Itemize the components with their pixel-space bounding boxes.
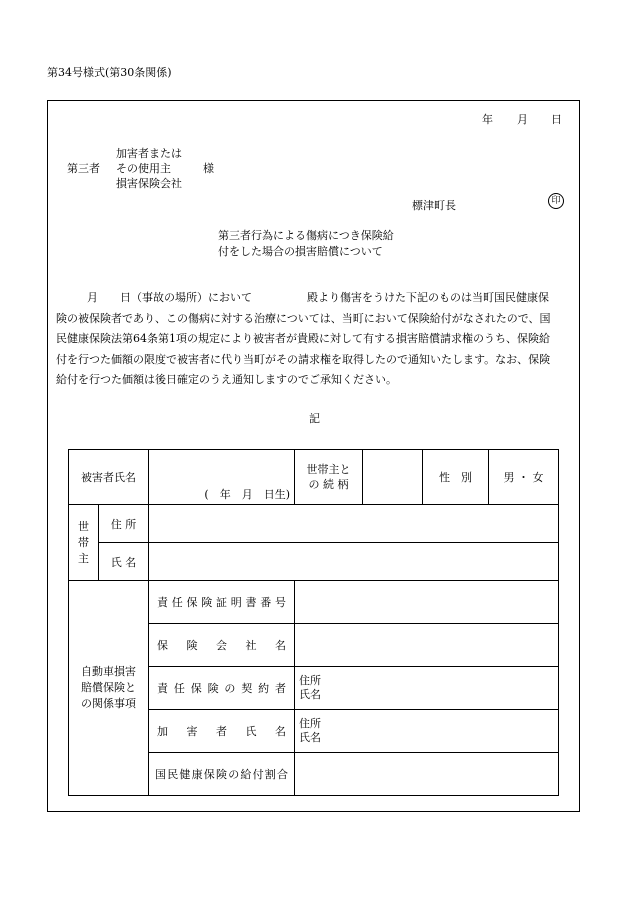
auto-label-line: 自動車損害: [81, 665, 136, 678]
householder-char: 帯: [78, 535, 89, 549]
address-label: 住 所: [99, 505, 149, 543]
form-number: 第34号様式(第30条関係): [47, 66, 172, 79]
sex-value[interactable]: 男 ・ 女: [489, 450, 559, 505]
detail-table: [68, 449, 559, 796]
ki-heading: 記: [309, 412, 320, 425]
sender-name: 標津町長: [412, 199, 456, 212]
table-row: [69, 543, 559, 581]
assailant-label: 加害者氏名: [157, 725, 286, 738]
victim-name-label: 被害者氏名: [69, 450, 149, 505]
relation-label: [295, 450, 363, 505]
body-line: 民健康保険法第64条第1項の規定により被害者が貴殿に対して有する損害賠償請求権のうち、保険給: [56, 332, 550, 346]
householder-char: 世: [78, 519, 89, 533]
insurer-cell[interactable]: [295, 624, 559, 667]
benefit-ratio-label: 国民健康保険の給付割合: [155, 768, 288, 781]
body-line: 険の被保険者であり、この傷病に対する治療については、当町において保険給付がなされたので、国: [56, 311, 551, 325]
sex-label: 性 別: [423, 450, 489, 505]
insurer-label: 保険会社名: [157, 639, 286, 652]
contractor-address-label: 住所: [299, 674, 321, 687]
table-row: [69, 450, 559, 505]
addressee-honorific: 様: [203, 162, 214, 175]
contractor-label: 責任保険の契約者: [157, 682, 286, 695]
auto-label-line: の関係事項: [81, 697, 136, 710]
addressee-prefix: 第三者: [67, 162, 100, 175]
table-row: [69, 581, 559, 624]
householder-char: 主: [78, 551, 89, 565]
title-line-2: 付をした場合の損害賠償について: [218, 245, 383, 258]
seal-mark: 印: [548, 193, 564, 209]
cert-number-cell[interactable]: [295, 581, 559, 624]
addressee-line-2: その使用主: [116, 162, 171, 175]
title-line-1: 第三者行為による傷病につき保険給: [218, 229, 394, 242]
body-line: 月 日（事故の場所）において 殿より傷害をうけた下記のものは当町国民健康保: [87, 291, 549, 304]
date-year: 年: [482, 113, 493, 126]
table-row: [69, 505, 559, 543]
victim-name-cell[interactable]: [149, 450, 295, 505]
body-line: 給付を行つた価額は後日確定のうえ通知しますのでご承知ください。: [56, 373, 397, 387]
cert-number-label: 責任保険証明書番号: [157, 596, 286, 609]
relation-label-line: の 続 柄: [308, 478, 349, 491]
body-line: 付を行つた価額の限度で被害者に代り当町がその請求権を取得したので通知いたします。なお、保険: [56, 352, 551, 366]
assailant-address-label: 住所: [299, 717, 321, 730]
auto-insurance-label: [69, 581, 149, 796]
householder-address-cell[interactable]: [149, 505, 559, 543]
name-label: 氏 名: [99, 543, 149, 581]
contractor-name-label: 氏名: [299, 688, 321, 701]
relation-label-line: 世帯主と: [306, 463, 351, 476]
assailant-cell[interactable]: [295, 710, 559, 753]
householder-label: [69, 505, 99, 581]
contractor-cell[interactable]: [295, 667, 559, 710]
auto-label-line: 賠償保険と: [81, 681, 136, 694]
addressee-line-3: 損害保険会社: [116, 177, 182, 190]
assailant-name-label: 氏名: [299, 731, 321, 744]
relation-cell[interactable]: [363, 450, 423, 505]
benefit-ratio-cell[interactable]: [295, 753, 559, 796]
householder-name-cell[interactable]: [149, 543, 559, 581]
notice-body: [56, 288, 578, 391]
date-day: 日: [551, 113, 562, 126]
birth-line: ( 年 月 日生): [204, 488, 290, 501]
date-month: 月: [517, 113, 528, 126]
addressee-line-1: 加害者または: [116, 147, 182, 160]
